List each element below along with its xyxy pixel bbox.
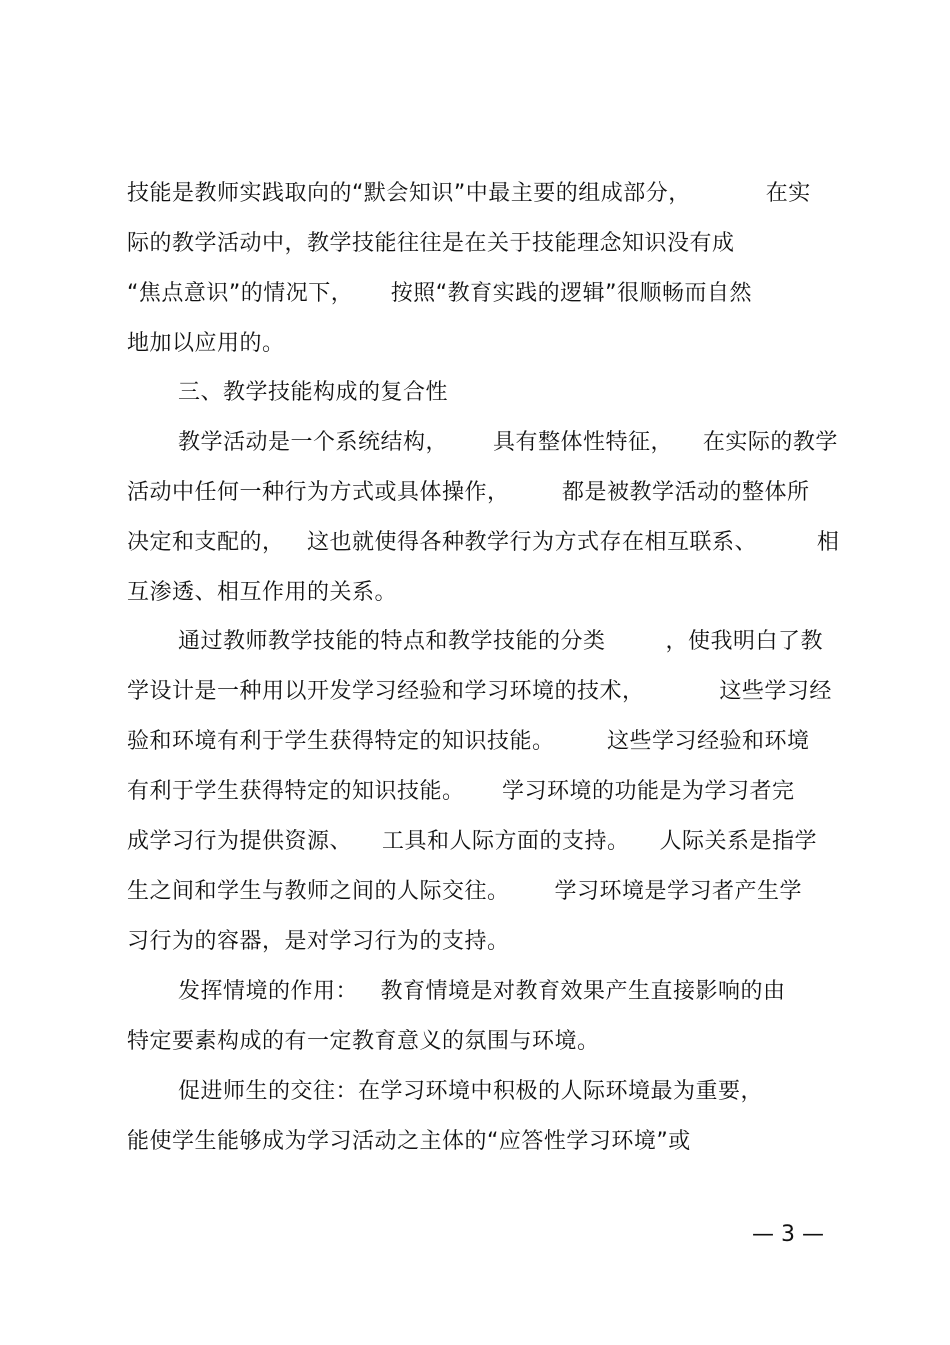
- text-line: 技能是教师实践取向的“默会知识”中最主要的组成部分， 在实: [127, 181, 811, 206]
- text-line: 特定要素构成的有一定教育意义的氛围与环境。: [127, 1029, 600, 1054]
- text-line: “焦点意识”的情况下， 按照“教育实践的逻辑”很顺畅而自然: [127, 281, 753, 306]
- text-line: 活动中任何一种行为方式或具体操作， 都是被教学活动的整体所: [127, 480, 810, 505]
- text-line: 学设计是一种用以开发学习经验和学习环境的技术， 这些学习经: [127, 679, 832, 704]
- section-heading: 三、教学技能构成的复合性: [178, 380, 449, 405]
- text-line: 成学习行为提供资源、 工具和人际方面的支持。 人际关系是指学: [127, 829, 817, 854]
- page-number: — 3 —: [752, 1222, 824, 1247]
- text-line: 生之间和学生与教师之间的人际交往。 学习环境是学习者产生学: [127, 879, 802, 904]
- text-line: 有利于学生获得特定的知识技能。 学习环境的功能是为学习者完: [127, 779, 795, 804]
- text-line: 能使学生能够成为学习活动之主体的“应答性学习环境”或: [127, 1129, 691, 1154]
- text-line: 教学活动是一个系统结构， 具有整体性特征， 在实际的教学: [178, 430, 838, 455]
- text-line: 决定和支配的， 这也就使得各种教学行为方式存在相互联系、 相: [127, 530, 840, 555]
- text-line: 验和环境有利于学生获得特定的知识技能。 这些学习经验和环境: [127, 729, 810, 754]
- text-line: 际的教学活动中，教学技能往往是在关于技能理念知识没有成: [127, 231, 735, 256]
- text-line: 互渗透、相互作用的关系。: [127, 580, 398, 605]
- text-line: 发挥情境的作用： 教育情境是对教育效果产生直接影响的由: [178, 979, 786, 1004]
- text-line: 地加以应用的。: [127, 331, 285, 356]
- text-line: 习行为的容器，是对学习行为的支持。: [127, 929, 510, 954]
- text-line: 促进师生的交往：在学习环境中积极的人际环境最为重要，: [178, 1079, 764, 1104]
- text-line: 通过教师教学技能的特点和教学技能的分类 ，使我明白了教: [178, 629, 823, 654]
